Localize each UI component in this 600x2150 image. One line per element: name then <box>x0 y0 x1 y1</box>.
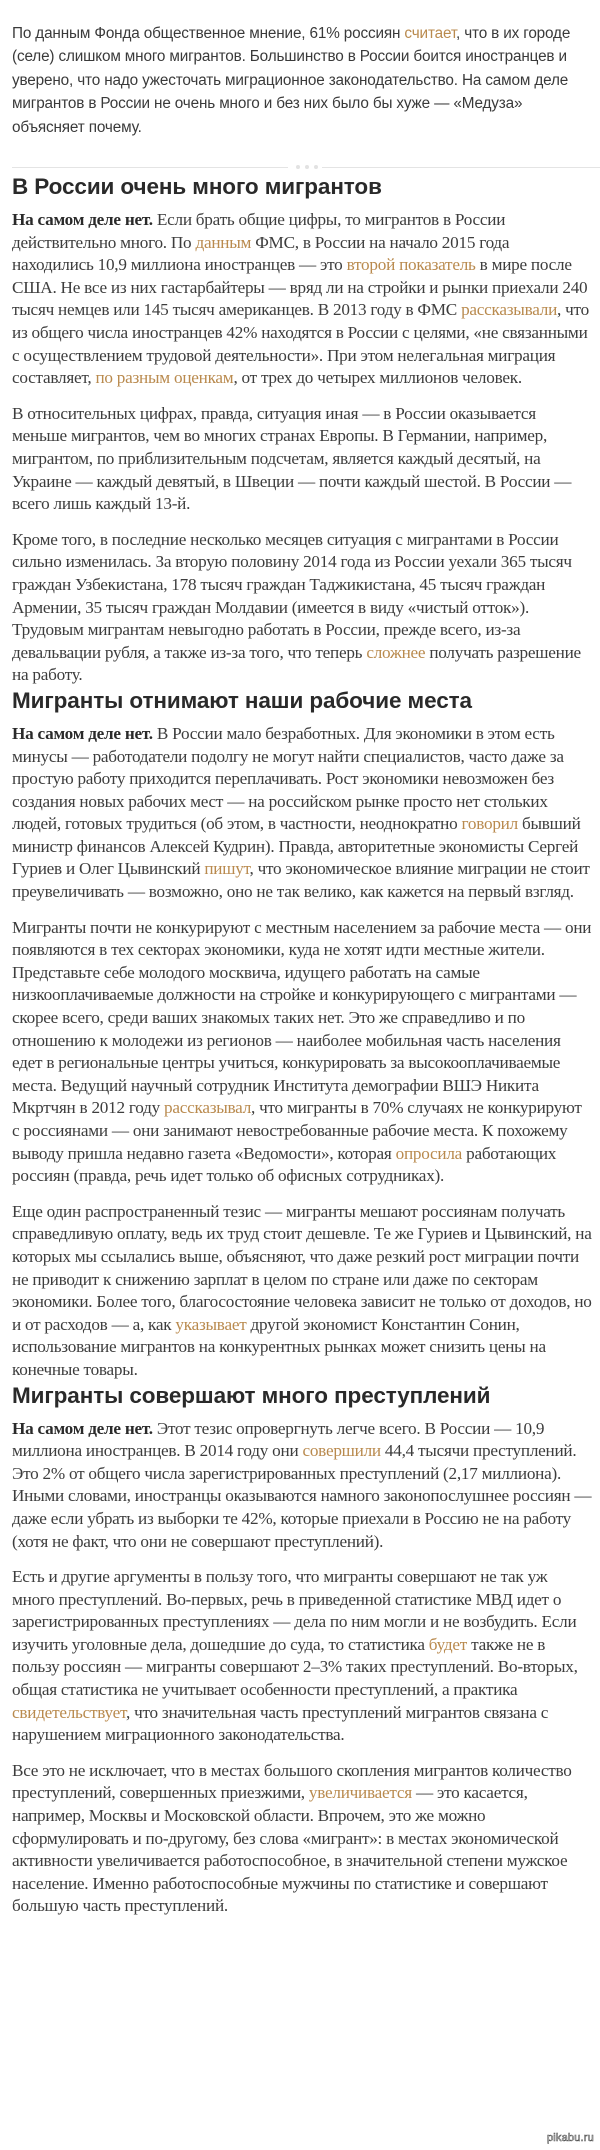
link-slozhnee[interactable]: сложнее <box>366 642 426 662</box>
paragraph <box>12 1201 592 1382</box>
link-vtoroy-pokazatel[interactable]: второй показатель <box>346 255 476 275</box>
divider-dots-icon <box>296 164 318 170</box>
paragraph-text: работающих россиян (правда, речь идет только об офисных сотрудниках). <box>12 1143 557 1186</box>
lead-text: , что в их городе (селе) слишком много мигрантов. Большинство в России боится иностранцев и уверено, что надо ужесточать миграционное законодательство. На самом деле мигрантов в России не очень много и без них было бы хуже — «Медуза» объясняет почему. <box>12 25 571 136</box>
section-title-jobs: Мигранты отнимают наши рабочие места <box>12 687 472 713</box>
paragraph-text: Все это не исключает, что в местах большого скопления мигрантов количество преступлений, совершенных приезжими, <box>12 1760 572 1803</box>
paragraph <box>12 1418 592 1554</box>
link-dannym[interactable]: данным <box>195 232 252 252</box>
link-sovershili[interactable]: совершили <box>302 1441 381 1461</box>
lead-text: По данным Фонда общественное мнение, 61% россиян <box>12 25 405 42</box>
paragraph <box>12 209 592 390</box>
paragraph-text: получать разрешение на работу. <box>12 642 581 685</box>
paragraph <box>12 917 592 1188</box>
link-ukazyvaet[interactable]: указывает <box>175 1314 247 1334</box>
link-oprosila[interactable]: опросила <box>395 1143 463 1163</box>
link-svidetelstvuet[interactable]: свидетельствует <box>12 1702 127 1722</box>
paragraph-text: , что экономическое влияние миграции не стоит преувеличивать — возможно, оно не так велико, как кажется на первый взгляд. <box>12 859 590 902</box>
link-schitaet[interactable]: считает <box>404 25 456 42</box>
paragraph-text: , что мигранты в 70% случаях не конкурируют с россиянами — они занимают невостребованные рабочие места. К похожему выводу пришла недавно газета «Ведомости», которая <box>12 1098 582 1163</box>
watermark-logo: pikabu.ru <box>546 2132 594 2144</box>
paragraph-text: , что значительная часть преступлений мигрантов связана с нарушением миграционного законодательства. <box>12 1702 549 1745</box>
paragraph <box>12 403 592 516</box>
paragraph-text: Есть и другие аргументы в пользу того, что мигранты совершают не так уж много преступлений. Во-первых, речь в приведенной статистике МВД идет о зарегистрированных преступлениях — дела по ним могли и не возбудить. Если изучить уголовные дела, дошедшие до суда, то статистика <box>12 1567 577 1654</box>
link-rasskazyvali[interactable]: рассказывали <box>461 300 558 320</box>
paragraph-text: Еще один распространенный тезис — мигранты мешают россиянам получать справедливую оплату, ведь их труд стоит дешевле. Те же Гуриев и Цывинский, на которых мы ссылались выше, объясняют, что даже резкий рост миграции почти не приводит к снижению зарплат в целом по стране или даже по секторам экономики. Более того, благосостояние человека зависит не только от доходов, но и от расходов — а, как <box>12 1201 592 1334</box>
bold-lead-in: На самом деле нет. <box>12 210 153 230</box>
divider-line-left <box>12 167 288 168</box>
paragraph-text: ФМС, в России на начало 2015 года находились 10,9 миллиона иностранцев — это <box>12 232 510 275</box>
bold-lead-in: На самом деле нет. <box>12 1418 153 1438</box>
paragraph <box>12 529 592 687</box>
paragraph-text: Мигранты почти не конкурируют с местным населением за рабочие места — они появляются в тех секторах экономики, куда не хотят идти местные жители. Представьте себе молодого москвича, идущего работать на самые низкооплачиваемые должности на стройке и конкурирующего с мигрантами — скорее всего, среди ваших знакомых таких нет. Это же справедливо и по отношению к молодежи из регионов — наиболее мобильная часть населения едет в региональные центры учиться, конкурировать за высокооплачиваемые места. Ведущий научный сотрудник Института демографии ВШЭ Никита Мкртчян в 2012 году <box>12 917 592 1118</box>
section-title-crimes: Мигранты совершают много преступлений <box>12 1382 491 1408</box>
dot <box>305 165 309 169</box>
bold-lead-in: На самом деле нет. <box>12 723 153 743</box>
paragraph <box>12 1566 592 1747</box>
paragraph-text: Если брать общие цифры, то мигрантов в России действительно много. По <box>12 210 506 252</box>
section-title-many-migrants: В России очень много мигрантов <box>12 174 382 200</box>
dot <box>314 165 318 169</box>
paragraph <box>12 723 592 904</box>
link-rasskazyval[interactable]: рассказывал <box>164 1098 252 1118</box>
link-budet[interactable]: будет <box>428 1634 468 1654</box>
paragraph-text: 44,4 тысячи преступлений. Это 2% от общего числа зарегистрированных преступлений (2,17 миллиона). Иными словами, иностранцы оказываются намного законопослушнее россиян — даже если убрать из выборки те 42%, которые приехали в Россию не на работу (хотя не факт, что они не совершают преступлений). <box>12 1441 592 1551</box>
link-uvelichivaetsya[interactable]: увеличивается <box>308 1783 412 1803</box>
paragraph <box>12 1760 592 1918</box>
article <box>12 0 592 1918</box>
link-pishut[interactable]: пишут <box>204 859 250 879</box>
link-po-raznym-ocenkam[interactable]: по разным оценкам <box>95 368 234 388</box>
paragraph-text: , что из общего числа иностранцев 42% находятся в России с целями, «не связанными с осуществлением трудовой деятельности». При этом нелегальная миграция составляет, <box>12 300 589 388</box>
divider-line-right <box>322 167 600 168</box>
link-govoril[interactable]: говорил <box>461 814 518 834</box>
lead-paragraph <box>12 0 592 139</box>
section-divider <box>12 163 592 173</box>
paragraph-text: В России мало безработных. Для экономики в этом есть минусы — работодатели подолгу не могут найти специалистов, часто даже за простую работу приходится переплачивать. Рост экономики невозможен без создания новых рабочих мест — на российском рынке просто нет стольких людей, готовых трудиться (об этом, в частности, неоднократно <box>12 723 564 834</box>
paragraph-text: Этот тезис опровергнуть легче всего. В России — 10,9 миллиона иностранцев. В 2014 году они <box>12 1418 545 1461</box>
paragraph-text: Кроме того, в последние несколько месяцев ситуация с мигрантами в России сильно изменилась. За вторую половину 2014 года из России уехали 365 тысяч граждан Узбекистана, 178 тысяч граждан Таджикистана, 45 тысяч граждан Армении, 35 тысяч граждан Молдавии (имеется в виду «чистый отток»). Трудовым мигрантам невыгодно работать в России, прежде всего, из-за девальвации рубля, а также из-за того, что теперь <box>12 529 572 662</box>
paragraph-text: В относительных цифрах, правда, ситуация иная — в России оказывается меньше мигрантов, чем во многих странах Европы. В Германии, например, мигрантом, по приблизительным подсчетам, является каждый десятый, на Украине — каждый девятый, в Швеции — почти каждый шестой. В России — всего лишь каждый 13-й. <box>12 403 572 514</box>
paragraph-text: другой экономист Константин Сонин, использование мигрантов на конкурентных рынках может снизить цены на конечные товары. <box>12 1314 546 1379</box>
paragraph-text: — это касается, например, Москвы и Московской области. Впрочем, это же можно сформулировать и по-другому, без слова «мигрант»: в местах экономической активности увеличивается работоспособное, в значительной степени мужское население. Именно работоспособные мужчины по статистике и совершают большую часть преступлений. <box>12 1783 568 1916</box>
paragraph-text: в мире после США. Не все из них гастарбайтеры — вряд ли на стройки и рынки приехали 240 тысяч немцев или 145 тысяч американцев. В 2013 году в ФМС <box>12 255 588 320</box>
paragraph-text: , от трех до четырех миллионов человек. <box>233 368 522 388</box>
dot <box>296 165 300 169</box>
paragraph-text: также не в пользу россиян — мигранты совершают 2–3% таких преступлений. Во-вторых, общая статистика не учитывает особенности преступлений, а практика <box>12 1634 578 1700</box>
paragraph-text: бывший министр финансов Алексей Кудрин). Правда, авторитетные экономисты Сергей Гуриев и Олег Цывинский <box>12 814 581 879</box>
